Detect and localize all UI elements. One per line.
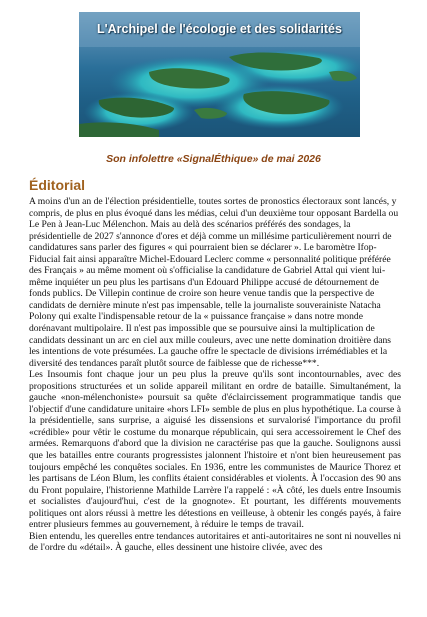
banner-title: L'Archipel de l'écologie et des solidarités xyxy=(97,22,342,36)
banner-image xyxy=(79,12,360,137)
section-heading: Éditorial xyxy=(29,177,86,193)
paragraph-1: A moins d'un an de l'élection présidentielle, toutes sortes de pronostics électoraux sont lancés, y compris, de plus en plus évoqué dans les médias, celui d'un deuxième tour opposant Bardella ou Le Pen à Jean-Luc Mélenchon. Mais au delà des scénarios préférés des sondages, la présidentielle de 2027 s'annonce d'ores et déjà comme un millésime particulièrement nourri de candidatures sans parler des figures « qui pourraient bien se déclarer ». Le baromètre Ifop-Fiducial fait ainsi apparaître Michel-Edouard Leclerc comme « personnalité politique préférée des Français » au même moment où s'officialise la candidature de Gabriel Attal qui vient lui-même inquiéter un peu plus les partisans d'un Edouard Philippe accusé de détournement de fonds publics. De Villepin continue de croire son heure venue tandis que la perspective de candidats de dernière minute n'est pas impensable, telle la journaliste souverainiste Natacha Polony qui exalte l'indispensable retour de la « puissance française » dans notre monde dorénavant multipolaire. Il n'est pas impossible que se poursuive ainsi la multiplication de candidats dessinant un arc en ciel aux mille couleurs, avec une nette domination droitière dans les intentions de vote présumées. La gauche offre le spectacle de divisions irrémédiables et la diversité des tendances paraît plutôt source de faiblesse que de richesse***. xyxy=(29,196,399,369)
newsletter-subtitle: Son infolettre «SignalÉthique» de mai 2026 xyxy=(106,153,321,165)
paragraph-2: Les Insoumis font chaque jour un peu plus la preuve qu'ils sont incontournables, avec des propositions structurées et un solide appareil militant en ordre de bataille. Simultanément, la gauche «non-mélenchoniste» poursuit sa quête d'éclaircissement programmatique tandis que l'objectif d'une candidature unitaire «hors LFI» semble de plus en plus hypothétique. La course à la présidentielle, sans surprise, a aiguisé les dissensions et survalorisé l'importance du profil «crédible» pour vêtir le costume du monarque républicain, qui sera accessoirement le Chef des armées. Remarquons d'abord que la division ne caractérise pas que la gauche. Soulignons aussi que les batailles entre courants progressistes jalonnent l'histoire et n'ont bien heureusement pas toujours empêché les conquêtes sociales. En 1936, entre les communistes de Maurice Thorez et les partisans de Léon Blum, les conflits étaient considérables et violents. À l'occasion des 90 ans du Front populaire, l'historienne Mathilde Larrère l'a rappelé : «À côté, les duels entre Insoumis et socialistes d'aujourd'hui, c'est de la gnognote». Et pourtant, les différents mouvements politiques ont alors réussi à mettre les détestions en veilleuse, à obtenir les congés payés, à faire entrer plusieurs femmes au gouvernement, à réduire le temps de travail. xyxy=(29,369,401,531)
paragraph-3: Bien entendu, les querelles entre tendances autoritaires et anti-autoritaires ne sont ni nouvelles ni de l'ordre du «détail». À gauche, elles dessinent une histoire clivée, avec des xyxy=(29,530,401,554)
editorial-body xyxy=(29,196,401,554)
